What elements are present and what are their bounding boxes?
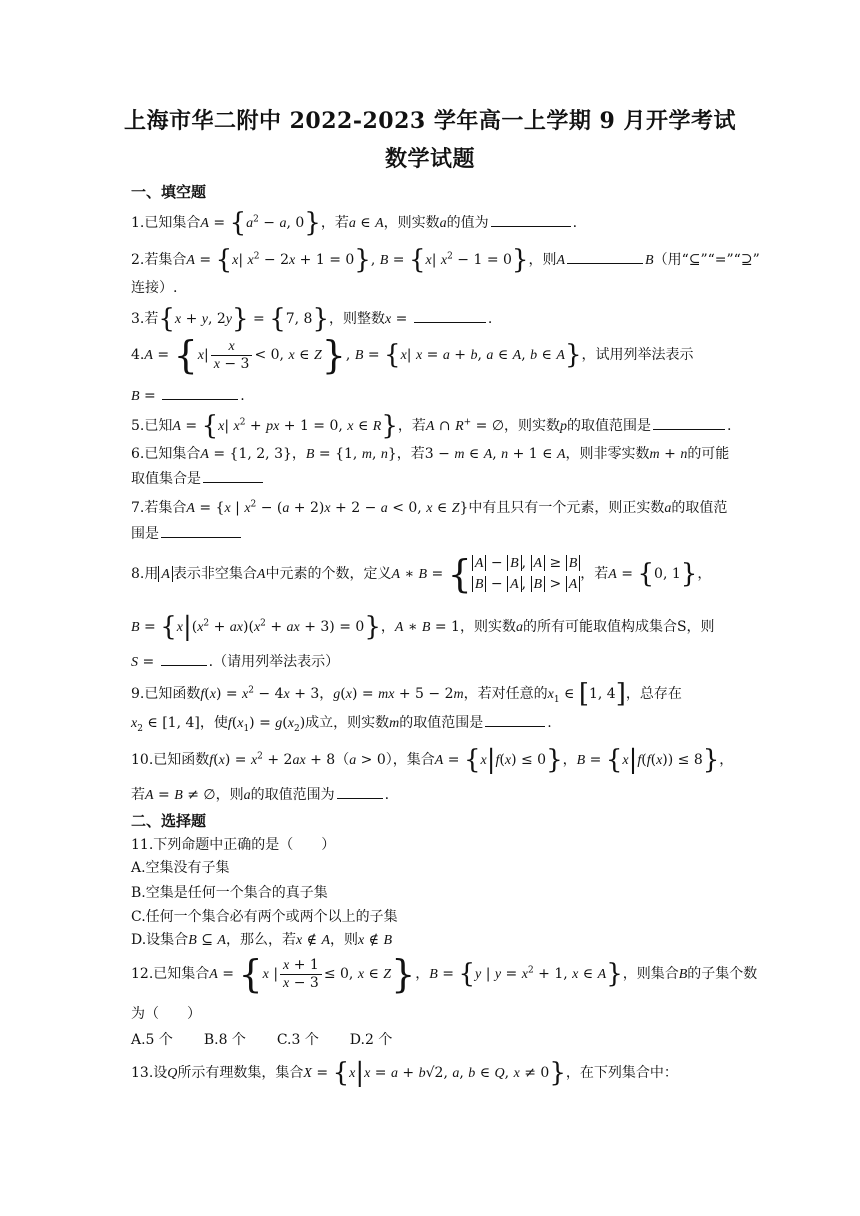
question-10: 10.已知函数$f(x) = x^2 + 2ax + 8(a > 0)$，集合A = {x|f(x) ≤ 0}，B = {x|f(f(x)) ≤ 8}，	[131, 745, 734, 775]
answer-blank[interactable]	[337, 784, 383, 799]
question-6: 6.已知集合A = {1, 2, 3}，B = {1, m, n}，若3 − m ∈ A, n + 1 ∈ A，则非零实数m + n的可能	[131, 446, 730, 462]
question-9-cont: $x_2$ ∈ [1, 4]，使$f(x_1) = g(x_2)$成立，则实数m的取值范围是 .	[131, 712, 552, 734]
answer-blank[interactable]	[653, 415, 725, 430]
question-11-option-c[interactable]: C.任何一个集合必有两个或两个以上的子集	[131, 909, 398, 925]
exam-title: 上海市华二附中 2022-2023 学年高一上学期 9 月开学考试	[123, 108, 737, 134]
question-5: 5.已知A = {x| $x^2$ + px + 1 = 0, x ∈ R}，若A ∩ R+ = ∅，则实数p的取值范围是 .	[131, 411, 732, 441]
question-4: 4.A = {x| $\frac{x}{x - 3}$ < 0, x ∈ Z}, B = {x| x = a + b, a ∈ A, b ∈ A}，试用列举法表示	[131, 333, 694, 377]
answer-blank[interactable]	[203, 468, 263, 483]
question-12-option-a[interactable]: A.5 个	[131, 1032, 173, 1048]
question-7: 7.若集合A = {x | $x^2 - (a + 2)x + 2 - a < 0$, x ∈ Z}中有且只有一个元素，则正实数a的取值范	[131, 499, 728, 516]
question-12-options	[131, 1029, 392, 1049]
section-choice: 二、选择题	[131, 812, 207, 830]
answer-blank[interactable]	[161, 523, 241, 538]
question-8-cont: $B = \{x|(x^2 + ax)(x^2$ + ax + 3) = 0}，A ∗ B = 1，则实数a的所有可能取值构成集合S，则	[131, 612, 715, 642]
question-12-cont: 为（ ）	[131, 1006, 201, 1022]
question-11-option-d[interactable]: D.设集合B ⊆ A，那么，若x ∉ A，则x ∉ B	[131, 932, 393, 948]
question-9: 9.已知函数$f(x) = x^2 - 4x + 3$，g(x) = mx + 5 − 2m，若对任意的$x_1$ ∈ [1, 4]，总存在	[131, 679, 682, 709]
question-8-cont2: S = .（请用列举法表示）	[131, 651, 339, 671]
question-12-option-b[interactable]: B.8 个	[203, 1032, 246, 1048]
answer-blank[interactable]	[161, 651, 207, 666]
answer-blank[interactable]	[491, 212, 571, 227]
question-11: 11.下列命题中正确的是（ ）	[131, 837, 336, 853]
question-12: 12.已知集合A = {x | $\frac{x + 1}{x - 3}$ ≤ 0, x ∈ Z}，B = {y | $y = x^2 + 1$, x ∈ A}，则集合B的子集个数	[131, 952, 758, 996]
question-8: 8.用 A 表示非空集合A中元素的个数，定义A ∗ B = { A − B , A ≥ B B − A , B > A，若A = {0, 1}，	[131, 552, 712, 596]
section-fill-blank: 一、填空题	[131, 183, 207, 201]
question-4-cont: B = .	[131, 385, 245, 405]
question-13: 13.设Q所示有理数集，集合X = {x|x = a + b√2, a, b ∈ Q, x ≠ 0}，在下列集合中：	[131, 1058, 678, 1088]
question-3: 3.若{x + y, 2y} = {7, 8}，则整数x = .	[131, 304, 493, 334]
answer-blank[interactable]	[414, 308, 486, 323]
question-12-option-c[interactable]: C.3 个	[276, 1032, 319, 1048]
question-6-cont: 取值集合是	[131, 468, 265, 488]
question-12-option-d[interactable]: D.2 个	[349, 1032, 393, 1048]
question-7-cont: 围是	[131, 523, 243, 543]
question-2-cont: 连接）.	[131, 280, 178, 296]
question-11-option-a[interactable]: A.空集没有子集	[131, 860, 230, 876]
question-1: 1.已知集合$A = \{a^2 - a$, 0}，若a ∈ A，则实数a的值为 .	[131, 208, 578, 238]
exam-subtitle: 数学试题	[384, 146, 475, 172]
question-10-cont: 若A = B ≠ ∅，则a的取值范围为 .	[131, 784, 389, 804]
question-2: 2.若集合A = {x| $x^2 - 2x + 1 = 0$}, B = {x| $x^2 - 1 = 0$}，则A B（用“⊆”“=”“⊇”	[131, 245, 760, 275]
answer-blank[interactable]	[567, 249, 643, 264]
question-11-option-b[interactable]: B.空集是任何一个集合的真子集	[131, 885, 328, 901]
answer-blank[interactable]	[485, 712, 545, 727]
answer-blank[interactable]	[162, 385, 238, 400]
